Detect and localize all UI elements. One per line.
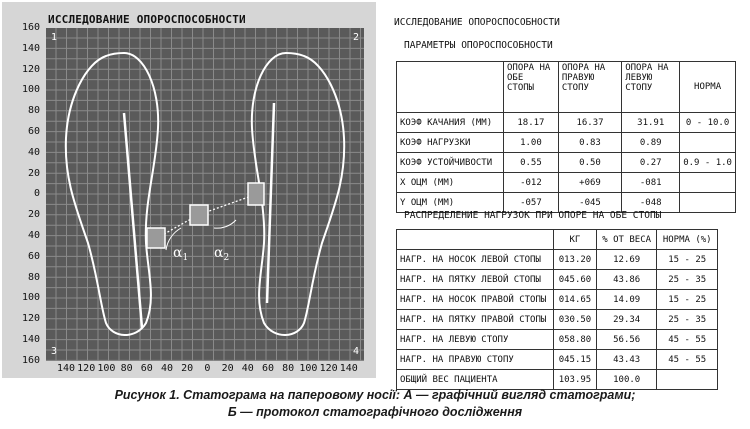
y-tick-label: 160 — [21, 354, 40, 366]
x-tick-label: 0 — [204, 363, 211, 374]
x-tick-label: 120 — [319, 363, 338, 374]
params-row-cell: КОЭФ НАГРУЗКИ — [397, 133, 504, 153]
right-foot-com-marker — [248, 183, 264, 205]
y-tick-label: 20 — [27, 167, 40, 179]
alpha2-label: $\alpha_2$ — [214, 245, 230, 263]
load-row — [397, 370, 718, 390]
params-row-cell: 18.17 — [504, 113, 559, 133]
load-row-cell: 14.09 — [596, 290, 657, 310]
params-row — [397, 133, 736, 153]
params-row-cell: +069 — [558, 173, 621, 193]
load-row-cell: НАГР. НА ЛЕВУЮ СТОПУ — [397, 330, 554, 350]
quadrant-4-label: 4 — [352, 346, 359, 357]
load-row — [397, 290, 718, 310]
y-tick-label: 100 — [21, 292, 40, 304]
alpha1-label: $\alpha_1$ — [173, 245, 189, 263]
angle-arc-right — [214, 220, 236, 228]
y-tick-label: 0 — [33, 188, 40, 200]
load-row-cell: 45 - 55 — [657, 330, 718, 350]
load-row-cell: НАГР. НА ПРАВУЮ СТОПУ — [397, 350, 554, 370]
load-row-cell: 014.65 — [554, 290, 597, 310]
load-row — [397, 350, 718, 370]
y-tick-label: 60 — [27, 126, 40, 137]
load-row — [397, 270, 718, 290]
load-row-cell: 25 - 35 — [657, 270, 718, 290]
load-row-cell: 12.69 — [596, 250, 657, 270]
both-feet-com-marker — [190, 205, 208, 225]
params-header-cell: ОПОРА НА ЛЕВУЮ СТОПУ — [622, 62, 680, 113]
x-tick-label: 120 — [77, 363, 96, 374]
load-row-cell: 013.20 — [554, 250, 597, 270]
load-row — [397, 310, 718, 330]
x-tick-label: 140 — [56, 363, 76, 374]
params-row-cell: -057 — [504, 193, 559, 213]
x-tick-label: 20 — [221, 363, 234, 374]
load-row-cell: НАГР. НА ПЯТКУ ЛЕВОЙ СТОПЫ — [397, 270, 554, 290]
load-row-cell: 15 - 25 — [657, 290, 718, 310]
caption-line-1: Рисунок 1. Статограма на паперовому носії: А — графічний вигляд статограми; — [114, 388, 636, 402]
load-row-cell: 058.80 — [554, 330, 597, 350]
load-row-cell: НАГР. НА НОСОК ПРАВОЙ СТОПЫ — [397, 290, 554, 310]
params-row-cell: -012 — [504, 173, 559, 193]
y-tick-label: 140 — [21, 334, 40, 345]
x-tick-label: 60 — [140, 363, 153, 374]
x-tick-label: 20 — [181, 363, 194, 374]
params-row-cell: -081 — [622, 173, 680, 193]
load-header-cell: НОРМА (%) — [657, 230, 718, 250]
params-row-cell: 0.55 — [504, 153, 559, 173]
y-tick-label: 80 — [27, 271, 40, 283]
params-row-cell: 0.9 - 1.0 — [680, 153, 736, 173]
params-table — [396, 61, 736, 213]
load-row-cell: 103.95 — [554, 370, 597, 390]
plot-title: ИССЛЕДОВАНИЕ ОПОРОСПОСОБНОСТИ — [48, 13, 246, 26]
params-row-cell: 0.27 — [622, 153, 680, 173]
load-title: РАСПРЕДЕЛЕНИЕ НАГРУЗОК ПРИ ОПОРЕ НА ОБЕ СТОПЫ — [404, 210, 662, 221]
load-row-cell: 100.0 — [596, 370, 657, 390]
params-header-cell: НОРМА — [680, 62, 736, 113]
right-foot-axis — [267, 103, 274, 303]
quadrant-1-label: 1 — [51, 32, 58, 43]
params-header-cell: ОПОРА НА ОБЕ СТОПЫ — [504, 62, 559, 113]
params-row-cell: -045 — [558, 193, 621, 213]
params-row-cell: 1.00 — [504, 133, 559, 153]
load-row — [397, 330, 718, 350]
y-tick-label: 120 — [21, 63, 40, 75]
load-row-cell: НАГР. НА НОСОК ЛЕВОЙ СТОПЫ — [397, 250, 554, 270]
params-row-cell: X ОЦМ (ММ) — [397, 173, 504, 193]
load-row-cell: 43.43 — [596, 350, 657, 370]
params-row-cell — [680, 173, 736, 193]
y-tick-label: 120 — [21, 313, 40, 325]
y-tick-label: 100 — [21, 84, 40, 96]
protocol-panel — [390, 8, 746, 385]
load-row-cell: 25 - 35 — [657, 310, 718, 330]
x-tick-label: 100 — [97, 363, 116, 374]
load-header-cell: % ОТ ВЕСА — [596, 230, 657, 250]
x-tick-label: 80 — [282, 363, 295, 374]
x-tick-label: 140 — [339, 363, 358, 374]
load-row-cell: 45 - 55 — [657, 350, 718, 370]
load-row-cell: 045.60 — [554, 270, 597, 290]
params-row-cell: КОЭФ КАЧАНИЯ (ММ) — [397, 113, 504, 133]
x-tick-label: 40 — [160, 363, 174, 374]
y-tick-label: 20 — [27, 209, 40, 221]
y-tick-label: 40 — [27, 230, 40, 241]
load-row-cell: 045.15 — [554, 350, 597, 370]
params-row-cell: КОЭФ УСТОЙЧИВОСТИ — [397, 153, 504, 173]
load-row-cell — [657, 370, 718, 390]
y-tick-label: 160 — [21, 22, 40, 33]
x-tick-label: 80 — [120, 363, 133, 374]
quadrant-2-label: 2 — [352, 32, 359, 43]
x-tick-label: 40 — [241, 363, 254, 374]
left-foot-axis — [124, 113, 142, 328]
x-tick-label: 100 — [299, 363, 318, 374]
protocol-title: ИССЛЕДОВАНИЕ ОПОРОСПОСОБНОСТИ — [394, 17, 560, 28]
x-tick-label: 60 — [261, 363, 275, 374]
load-row-cell: 030.50 — [554, 310, 597, 330]
load-header-cell: КГ — [554, 230, 597, 250]
params-header-cell — [397, 62, 504, 113]
load-row — [397, 250, 718, 270]
params-row — [397, 113, 736, 133]
load-header-row — [397, 230, 718, 250]
caption-line-2: Б — протокол статографічного дослідження — [227, 405, 523, 419]
load-row-cell: 15 - 25 — [657, 250, 718, 270]
params-title: ПАРАМЕТРЫ ОПОРОСПОСОБНОСТИ — [404, 40, 553, 51]
params-row-cell: 31.91 — [622, 113, 680, 133]
params-row-cell: -048 — [622, 193, 680, 213]
load-row-cell: НАГР. НА ПЯТКУ ПРАВОЙ СТОПЫ — [397, 310, 554, 330]
params-header-row — [397, 62, 736, 113]
params-header-cell: ОПОРА НА ПРАВУЮ СТОПУ — [558, 62, 621, 113]
y-tick-label: 60 — [27, 250, 40, 262]
statogram-plot — [46, 28, 364, 361]
left-foot-com-marker — [147, 228, 165, 248]
params-row — [397, 173, 736, 193]
params-row — [397, 153, 736, 173]
params-row-cell: Y ОЦМ (ММ) — [397, 193, 504, 213]
params-row-cell — [680, 133, 736, 153]
params-row-cell — [680, 193, 736, 213]
params-row-cell: 16.37 — [558, 113, 621, 133]
y-tick-label: 140 — [21, 42, 40, 54]
load-row-cell: ОБЩИЙ ВЕС ПАЦИЕНТА — [397, 370, 554, 390]
load-row-cell: 56.56 — [596, 330, 657, 350]
params-row-cell: 0.83 — [558, 133, 621, 153]
load-row-cell: 43.86 — [596, 270, 657, 290]
load-row-cell: 29.34 — [596, 310, 657, 330]
params-row-cell: 0 - 10.0 — [680, 113, 736, 133]
y-tick-label: 80 — [27, 105, 40, 117]
load-header-cell — [397, 230, 554, 250]
y-tick-label: 40 — [27, 146, 40, 158]
quadrant-3-label: 3 — [51, 346, 58, 357]
statogram-panel — [2, 2, 376, 378]
params-row-cell: 0.50 — [558, 153, 621, 173]
params-row-cell: 0.89 — [622, 133, 680, 153]
load-table — [396, 229, 718, 390]
statogram-svg — [46, 28, 364, 361]
